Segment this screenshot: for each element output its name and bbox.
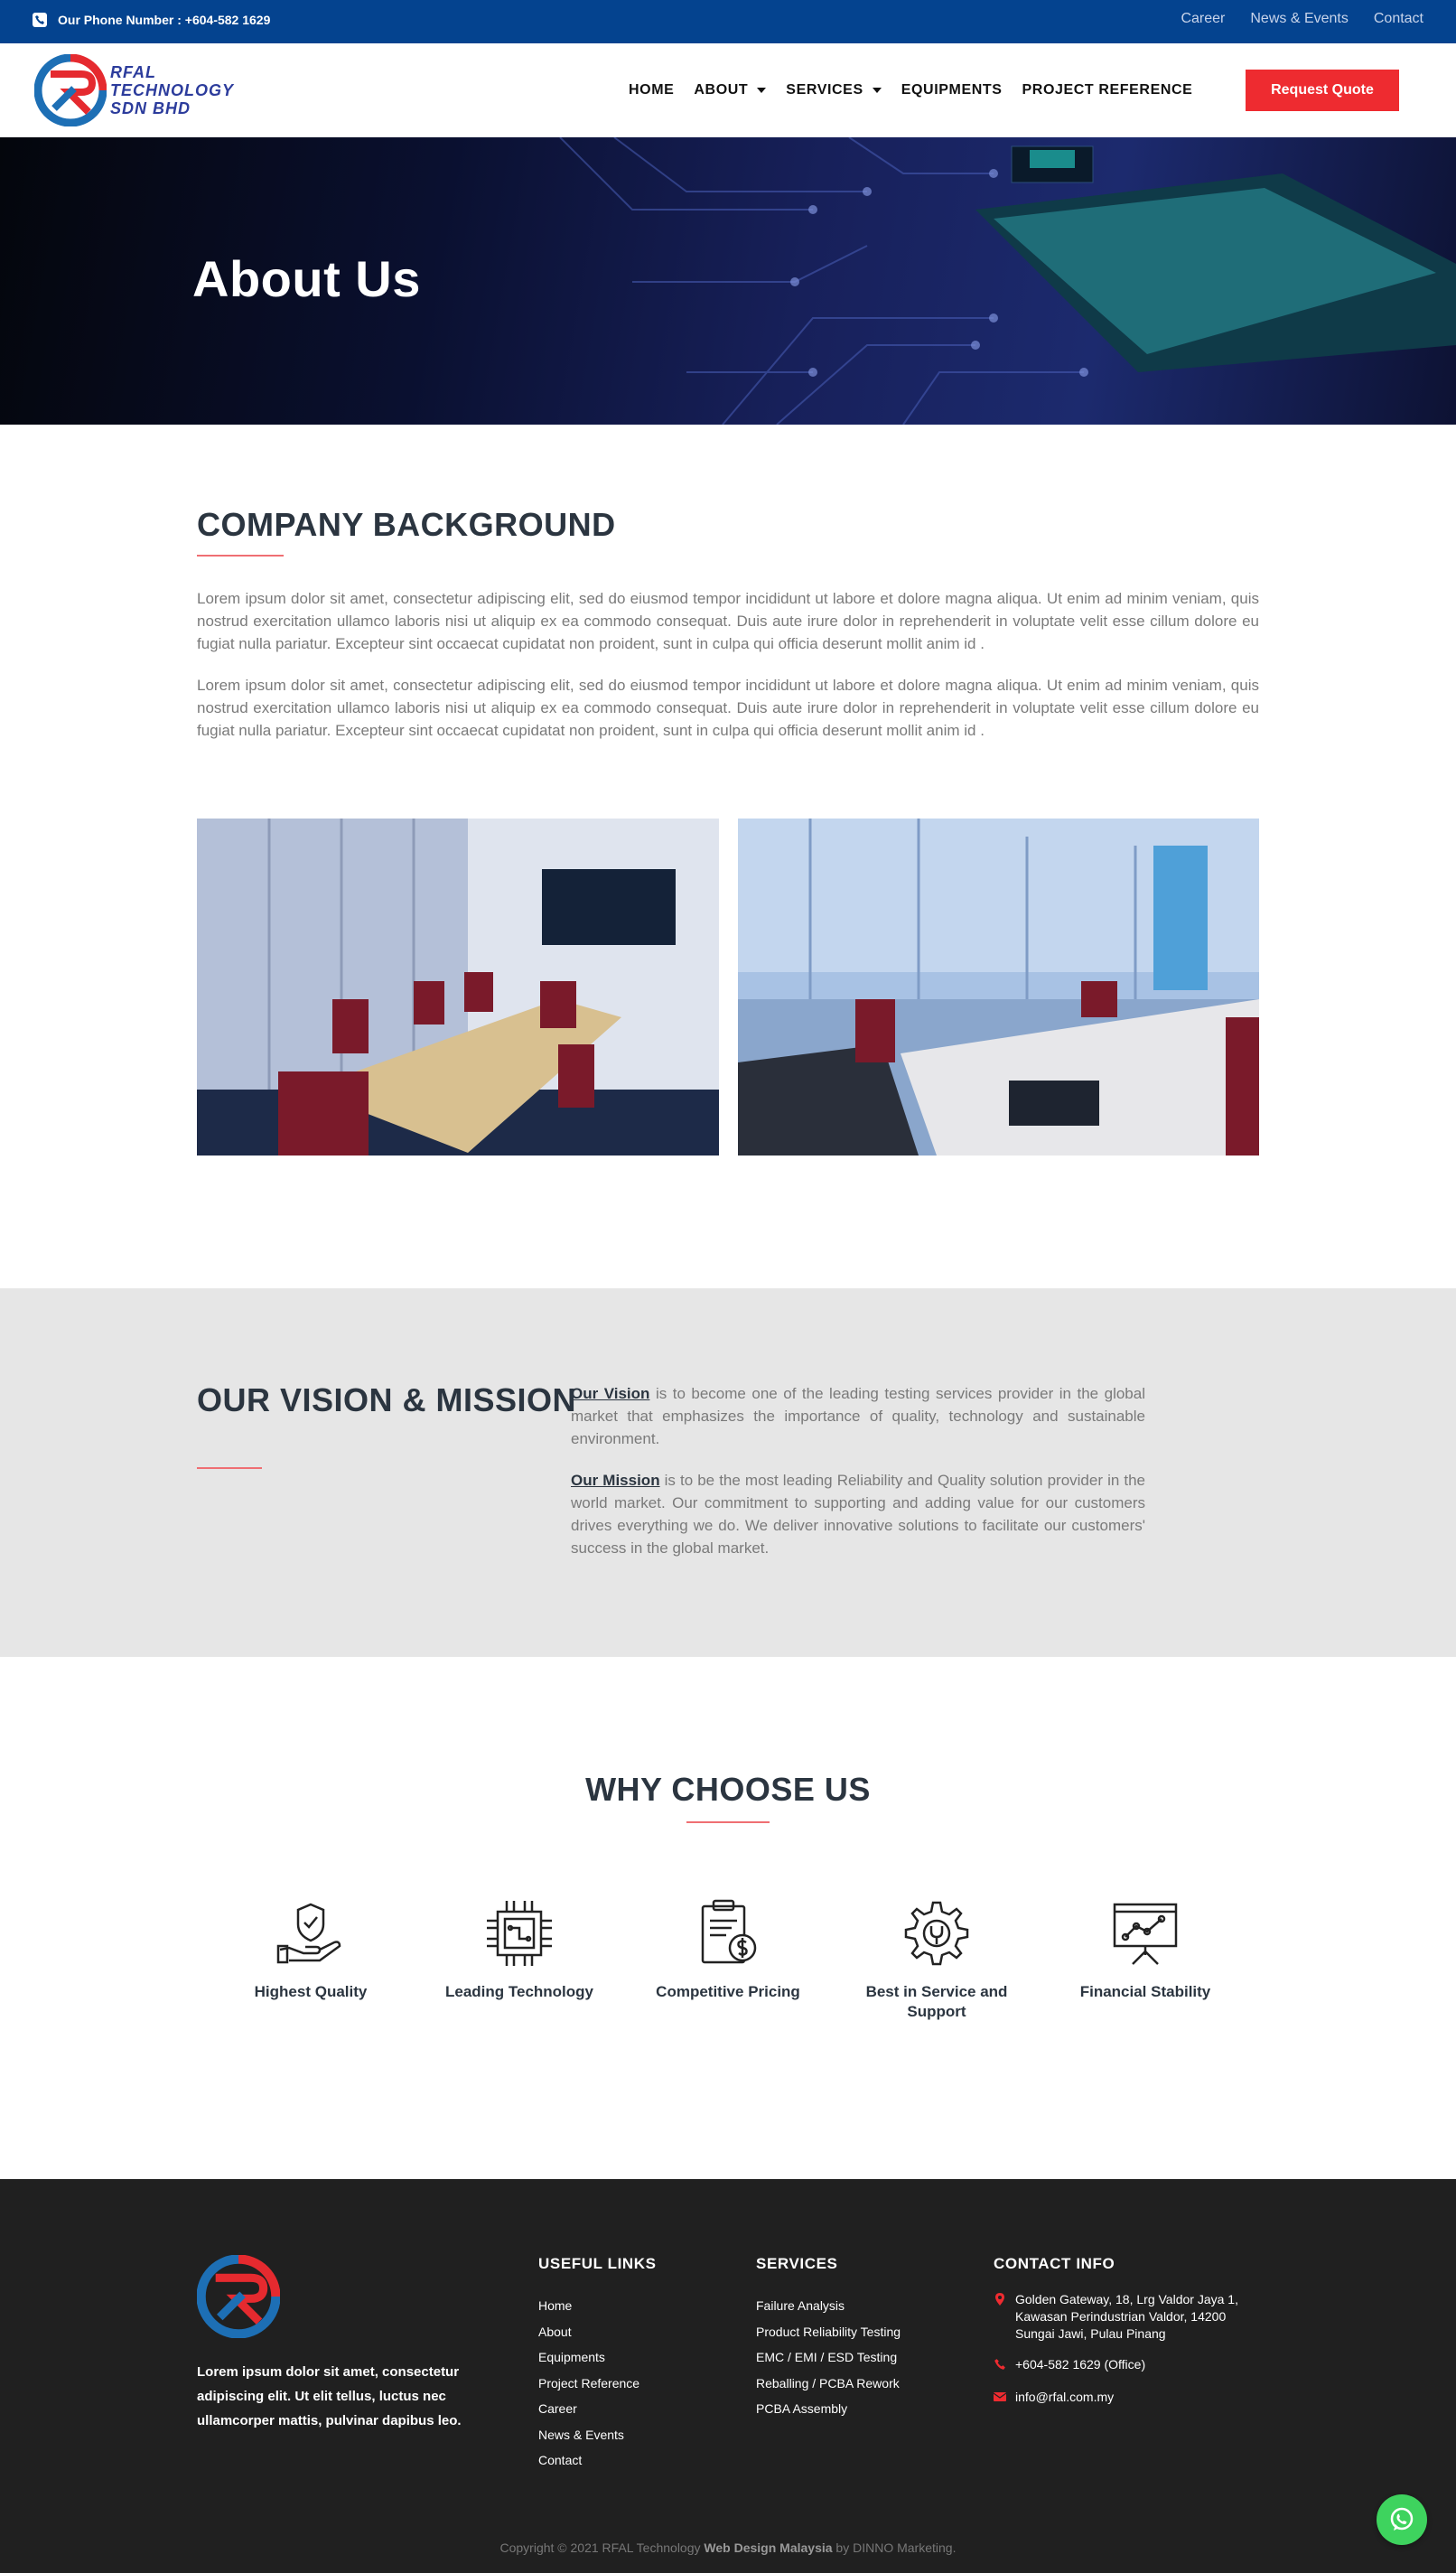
chevron-down-icon <box>873 88 882 93</box>
chart-board-icon <box>1109 1897 1181 1970</box>
footer-link-news-events[interactable]: News & Events <box>538 2427 624 2442</box>
footer-service-pcba-assembly[interactable]: PCBA Assembly <box>756 2401 848 2416</box>
nav-about[interactable]: ABOUT <box>694 82 766 98</box>
hero-banner <box>0 137 1456 425</box>
nav-home[interactable]: HOME <box>629 82 675 98</box>
vision-paragraph <box>571 1382 1145 1450</box>
map-pin-icon <box>994 2293 1006 2306</box>
hero-title: About Us <box>192 250 421 307</box>
footer-link-career[interactable]: Career <box>538 2401 577 2416</box>
feature-label: Financial Stability <box>1079 1983 1211 2000</box>
footer-service-emc-testing[interactable]: EMC / EMI / ESD Testing <box>756 2350 898 2364</box>
background-paragraph-2: Lorem ipsum dolor sit amet, consectetur adipiscing elit, sed do eiusmod tempor incididunt ut labore et dolore magna aliqua. Ut enim ad minim veniam, quis nostrud exercitation ullamco laboris nisi ut aliquip ex ea commodo consequat. Duis aute irure dolor in reprehenderit in voluptate velit esse cillum dolore eu fugiat nulla pariatur. Excepteur sint occaecat cupidatat non proident, sunt in culpa qui officia deserunt mollit anim id . <box>197 677 1259 739</box>
logo-line-2: TECHNOLOGY <box>110 81 235 99</box>
gear-wrench-icon <box>901 1897 973 1970</box>
footer-service-reballing[interactable]: Reballing / PCBA Rework <box>756 2375 900 2391</box>
envelope-icon <box>994 2391 1006 2403</box>
title-underline <box>197 555 284 557</box>
footer-about-text: Lorem ipsum dolor sit amet, consectetur adipiscing elit. Ut elit tellus, luctus nec ullamcorper mattis, pulvinar dapibus leo. <box>197 2364 462 2428</box>
office-workspace-photo <box>738 819 1259 1156</box>
mission-text: is to be the most leading Reliability and Quality solution provider in the world market. Our commitment to supporting and adding value for our customers drives everything we do. We deliver innovative solutions to facilitate our customers' success in the global market. <box>571 1472 1145 1557</box>
services-list <box>756 2293 901 2422</box>
top-link-news-events[interactable]: News & Events <box>1250 11 1349 26</box>
phone-icon <box>994 2358 1006 2371</box>
main-nav <box>629 43 1192 137</box>
vision-mission-section <box>0 1288 1456 1657</box>
top-link-career[interactable]: Career <box>1181 11 1226 26</box>
feature-best-service-support <box>846 1897 1027 2022</box>
footer-link-about[interactable]: About <box>538 2324 572 2339</box>
whatsapp-button[interactable] <box>1377 2494 1427 2545</box>
feature-label: Competitive Pricing <box>656 1983 800 2000</box>
nav-project-reference[interactable]: PROJECT REFERENCE <box>1022 82 1193 98</box>
feature-label: Best in Service and Support <box>865 1983 1008 2020</box>
feature-label: Leading Technology <box>444 1983 594 2000</box>
services-title: SERVICES <box>756 2255 838 2272</box>
feature-leading-technology <box>429 1897 610 2002</box>
vision-mission-title: OUR VISION & MISSION <box>197 1381 577 1418</box>
footer-link-contact[interactable]: Contact <box>538 2453 583 2467</box>
why-choose-us-title: WHY CHOOSE US <box>585 1771 871 1808</box>
hand-shield-icon <box>275 1897 347 1970</box>
whatsapp-icon <box>1387 2505 1416 2534</box>
nav-equipments[interactable]: EQUIPMENTS <box>901 82 1003 98</box>
chevron-down-icon <box>757 88 766 93</box>
title-underline <box>686 1821 770 1823</box>
web-design-link[interactable]: Web Design Malaysia <box>704 2540 833 2555</box>
logo-line-1: RFAL <box>110 63 156 81</box>
site-footer <box>0 2179 1456 2573</box>
footer-link-home[interactable]: Home <box>538 2298 573 2313</box>
clipboard-dollar-icon <box>692 1897 764 1970</box>
footer-logo-icon[interactable] <box>197 2255 280 2338</box>
logo-mark-icon <box>34 54 107 126</box>
footer-service-reliability-testing[interactable]: Product Reliability Testing <box>756 2324 901 2339</box>
contact-address: Golden Gateway, 18, Lrg Valdor Jaya 1, Kawasan Perindustrian Valdor, 14200 Sungai Jawi, Pulau Pinang <box>994 2291 1265 2343</box>
useful-links-title: USEFUL LINKS <box>538 2255 657 2272</box>
phone-info <box>33 13 270 27</box>
vision-text: is to become one of the leading testing services provider in the global market that emphasizes the importance of quality, technology and sustainable environment. <box>571 1385 1145 1447</box>
feature-label: Highest Quality <box>254 1983 368 2000</box>
contact-phone[interactable]: +604-582 1629 (Office) <box>994 2356 1265 2373</box>
background-paragraph-1: Lorem ipsum dolor sit amet, consectetur adipiscing elit, sed do eiusmod tempor incididunt ut labore et dolore magna aliqua. Ut enim ad minim veniam, quis nostrud exercitation ullamco laboris nisi ut aliquip ex ea commodo consequat. Duis aute irure dolor in reprehenderit in voluptate velit esse cillum dolore eu fugiat nulla pariatur. Excepteur sint occaecat cupidatat non proident, sunt in culpa qui officia deserunt mollit anim id . <box>197 590 1259 652</box>
copyright: Copyright © 2021 RFAL Technology Web Design Malaysia by DINNO Marketing. <box>499 2540 957 2555</box>
mission-lead: Our Mission <box>571 1472 660 1489</box>
site-header <box>0 43 1456 137</box>
chip-icon <box>483 1897 555 1970</box>
company-background-title: COMPANY BACKGROUND <box>197 506 616 543</box>
footer-link-project-reference[interactable]: Project Reference <box>538 2375 640 2391</box>
vision-lead: Our Vision <box>571 1385 650 1402</box>
top-bar <box>0 0 1456 43</box>
phone-text: Our Phone Number : +604-582 1629 <box>58 13 271 27</box>
mission-paragraph <box>571 1469 1145 1559</box>
phone-icon <box>33 13 47 27</box>
useful-links-list <box>538 2293 639 2474</box>
contact-info-title: CONTACT INFO <box>994 2255 1115 2272</box>
footer-service-failure-analysis[interactable]: Failure Analysis <box>756 2298 845 2313</box>
footer-link-equipments[interactable]: Equipments <box>538 2350 605 2364</box>
title-underline <box>197 1467 262 1469</box>
logo-line-3: SDN BHD <box>110 99 191 117</box>
meeting-room-photo <box>197 819 719 1156</box>
site-logo[interactable] <box>34 52 260 128</box>
feature-competitive-pricing <box>638 1897 818 2002</box>
nav-services[interactable]: SERVICES <box>786 82 881 98</box>
top-link-contact[interactable]: Contact <box>1373 11 1423 26</box>
feature-highest-quality <box>220 1897 401 2002</box>
logo-text <box>110 63 234 117</box>
request-quote-button[interactable]: Request Quote <box>1246 70 1399 111</box>
feature-financial-stability <box>1055 1897 1236 2002</box>
contact-email[interactable]: info@rfal.com.my <box>994 2389 1265 2406</box>
